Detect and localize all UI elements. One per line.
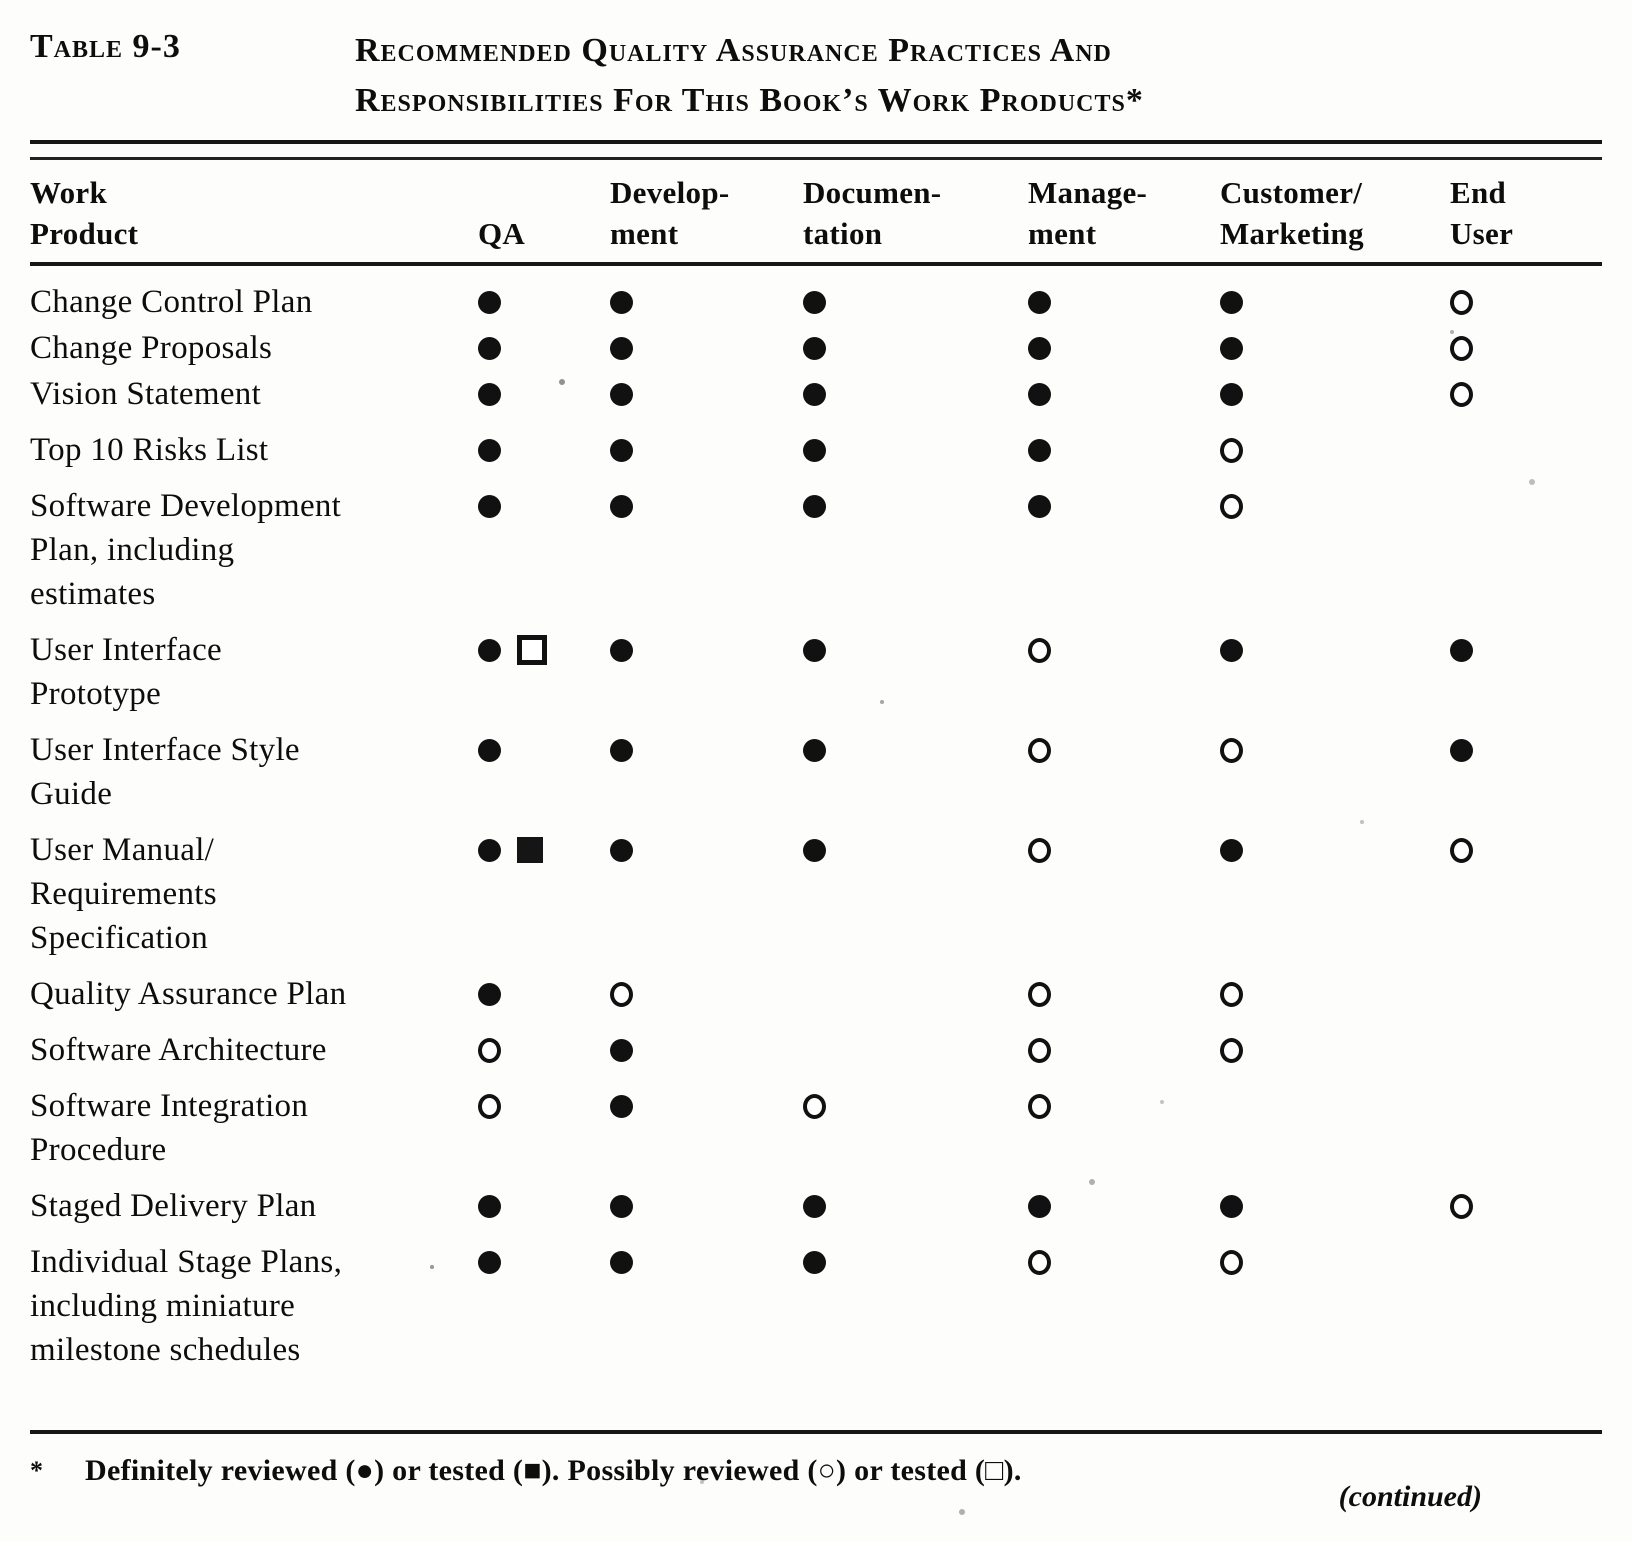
column-header-development — [610, 172, 803, 254]
column-header-line: Customer/ — [1220, 175, 1363, 210]
open-circle-icon — [803, 1094, 826, 1119]
open-circle-icon — [1028, 738, 1051, 763]
filled-circle-icon — [478, 839, 501, 862]
open-square-icon — [517, 635, 547, 665]
filled-circle-icon — [610, 839, 633, 862]
filled-circle-icon — [803, 291, 826, 314]
work-product-line: Change Control Plan — [30, 284, 313, 320]
filled-circle-icon — [478, 739, 501, 762]
filled-circle-icon — [610, 383, 633, 406]
marker-cell-development — [610, 1184, 803, 1228]
work-product-name — [30, 1240, 478, 1372]
open-circle-icon — [1028, 982, 1051, 1007]
table-title-line-1: Recommended Quality Assurance Practices And — [355, 32, 1112, 69]
work-product-line: Requirements — [30, 876, 217, 912]
marker-cell-management — [1028, 828, 1220, 872]
filled-circle-icon — [1028, 495, 1051, 518]
marker-cell-end-user — [1450, 628, 1602, 672]
open-circle-icon — [478, 1094, 501, 1119]
filled-circle-icon — [610, 739, 633, 762]
filled-circle-icon — [478, 439, 501, 462]
column-header-end-user — [1450, 172, 1602, 254]
column-header-line: User — [1450, 216, 1514, 251]
marker-cell-qa — [478, 372, 610, 416]
footnote-text: Definitely reviewed (●) or tested (■). Possibly reviewed (○) or tested (□). — [85, 1454, 1022, 1487]
work-product-name — [30, 1028, 478, 1072]
filled-circle-icon — [610, 291, 633, 314]
work-product-line: Quality Assurance Plan — [30, 976, 347, 1012]
marker-cell-qa — [478, 326, 610, 370]
marker-cell-customer-marketing — [1220, 372, 1450, 416]
column-header-line: Work — [30, 175, 107, 210]
marker-cell-end-user — [1450, 372, 1602, 416]
marker-cell-end-user — [1450, 972, 1602, 1016]
continued-note: (continued) — [1338, 1480, 1482, 1513]
work-product-name — [30, 728, 478, 816]
marker-cell-management — [1028, 972, 1220, 1016]
filled-circle-icon — [1028, 383, 1051, 406]
marker-cell-customer-marketing — [1220, 280, 1450, 324]
marker-cell-development — [610, 628, 803, 672]
open-circle-icon — [1220, 438, 1243, 463]
filled-circle-icon — [478, 983, 501, 1006]
table-row — [30, 972, 1602, 1016]
work-product-name — [30, 1184, 478, 1228]
marker-cell-documentation — [803, 972, 1028, 1016]
work-product-name — [30, 972, 478, 1016]
marker-cell-end-user — [1450, 828, 1602, 872]
filled-circle-icon — [803, 495, 826, 518]
marker-cell-end-user — [1450, 326, 1602, 370]
marker-cell-qa — [478, 972, 610, 1016]
filled-circle-icon — [478, 1251, 501, 1274]
table-caption — [30, 26, 1602, 126]
column-header-line: Product — [30, 216, 139, 251]
column-header-work-product — [30, 172, 478, 254]
marker-cell-development — [610, 280, 803, 324]
table-row — [30, 1184, 1602, 1228]
filled-circle-icon — [1450, 639, 1473, 662]
marker-cell-management — [1028, 628, 1220, 672]
open-circle-icon — [1220, 982, 1243, 1007]
filled-circle-icon — [803, 639, 826, 662]
marker-cell-documentation — [803, 326, 1028, 370]
filled-circle-icon — [1220, 839, 1243, 862]
work-product-name — [30, 484, 478, 616]
open-circle-icon — [1450, 382, 1473, 407]
work-product-line: Top 10 Risks List — [30, 432, 269, 468]
marker-cell-end-user — [1450, 484, 1602, 528]
work-product-name — [30, 1084, 478, 1172]
open-circle-icon — [1220, 1250, 1243, 1275]
filled-circle-icon — [610, 495, 633, 518]
open-circle-icon — [1028, 1038, 1051, 1063]
marker-cell-customer-marketing — [1220, 428, 1450, 472]
marker-cell-qa — [478, 728, 610, 772]
marker-cell-customer-marketing — [1220, 828, 1450, 872]
work-product-line: Prototype — [30, 676, 162, 712]
marker-cell-documentation — [803, 1084, 1028, 1128]
work-product-name — [30, 326, 478, 370]
marker-cell-customer-marketing — [1220, 972, 1450, 1016]
filled-circle-icon — [1028, 337, 1051, 360]
column-header-management — [1028, 172, 1220, 254]
column-header-line: ment — [1028, 216, 1097, 251]
marker-cell-qa — [478, 280, 610, 324]
marker-cell-documentation — [803, 728, 1028, 772]
marker-cell-documentation — [803, 828, 1028, 872]
work-product-name — [30, 372, 478, 416]
work-product-line: Specification — [30, 920, 209, 956]
marker-cell-development — [610, 1240, 803, 1284]
work-product-line: Vision Statement — [30, 376, 262, 412]
filled-circle-icon — [803, 383, 826, 406]
bottom-rule — [30, 1430, 1602, 1434]
marker-cell-customer-marketing — [1220, 1240, 1450, 1284]
filled-circle-icon — [610, 1251, 633, 1274]
top-double-rule — [30, 140, 1602, 160]
marker-cell-end-user — [1450, 428, 1602, 472]
marker-cell-management — [1028, 1028, 1220, 1072]
filled-circle-icon — [1450, 739, 1473, 762]
column-header-line: Marketing — [1220, 216, 1364, 251]
work-product-line: milestone schedules — [30, 1332, 301, 1368]
open-circle-icon — [1028, 1094, 1051, 1119]
table-header-row — [30, 160, 1602, 262]
open-circle-icon — [610, 982, 633, 1007]
marker-cell-documentation — [803, 1028, 1028, 1072]
filled-circle-icon — [1220, 291, 1243, 314]
work-product-line: Procedure — [30, 1132, 167, 1168]
work-product-line: Staged Delivery Plan — [30, 1188, 317, 1224]
footnote-asterisk: * — [30, 1456, 44, 1485]
work-product-line: including miniature — [30, 1288, 296, 1324]
filled-circle-icon — [610, 639, 633, 662]
marker-cell-end-user — [1450, 1084, 1602, 1128]
marker-cell-documentation — [803, 484, 1028, 528]
table-row — [30, 326, 1602, 370]
table-row — [30, 728, 1602, 816]
marker-cell-documentation — [803, 428, 1028, 472]
marker-cell-management — [1028, 728, 1220, 772]
column-header-line: Develop- — [610, 175, 730, 210]
work-product-line: Guide — [30, 776, 113, 812]
marker-cell-end-user — [1450, 728, 1602, 772]
marker-cell-development — [610, 326, 803, 370]
marker-cell-customer-marketing — [1220, 484, 1450, 528]
marker-cell-development — [610, 728, 803, 772]
open-circle-icon — [1450, 336, 1473, 361]
filled-circle-icon — [610, 337, 633, 360]
filled-circle-icon — [478, 291, 501, 314]
open-circle-icon — [1220, 1038, 1243, 1063]
column-header-line: ment — [610, 216, 679, 251]
filled-circle-icon — [610, 1195, 633, 1218]
marker-cell-customer-marketing — [1220, 1184, 1450, 1228]
marker-cell-development — [610, 1084, 803, 1128]
table-row — [30, 1084, 1602, 1172]
filled-circle-icon — [1028, 1195, 1051, 1218]
filled-circle-icon — [610, 1095, 633, 1118]
filled-circle-icon — [1220, 1195, 1243, 1218]
work-product-line: Software Integration — [30, 1088, 309, 1124]
marker-cell-qa — [478, 484, 610, 528]
table-row — [30, 828, 1602, 960]
work-product-line: Software Development — [30, 488, 342, 524]
column-header-customer-marketing — [1220, 172, 1450, 254]
work-product-line: User Interface — [30, 632, 222, 668]
marker-cell-qa — [478, 1084, 610, 1128]
filled-circle-icon — [803, 439, 826, 462]
open-circle-icon — [1028, 1250, 1051, 1275]
marker-cell-customer-marketing — [1220, 628, 1450, 672]
open-circle-icon — [1220, 494, 1243, 519]
marker-cell-development — [610, 1028, 803, 1072]
work-product-line: Individual Stage Plans, — [30, 1244, 343, 1280]
work-product-line: Plan, including — [30, 532, 235, 568]
table-title-line-2: Responsibilities For This Book’s Work Products* — [355, 82, 1144, 119]
marker-cell-qa — [478, 1028, 610, 1072]
column-header-line: QA — [478, 216, 526, 251]
filled-circle-icon — [803, 739, 826, 762]
filled-circle-icon — [1028, 439, 1051, 462]
filled-circle-icon — [610, 439, 633, 462]
table-row — [30, 1240, 1602, 1372]
table-row — [30, 372, 1602, 416]
marker-cell-end-user — [1450, 1184, 1602, 1228]
work-product-line: User Interface Style — [30, 732, 300, 768]
filled-circle-icon — [803, 839, 826, 862]
open-circle-icon — [1028, 638, 1051, 663]
open-circle-icon — [1028, 838, 1051, 863]
filled-square-icon — [517, 837, 543, 863]
filled-circle-icon — [610, 1039, 633, 1062]
table-body — [30, 266, 1602, 1372]
filled-circle-icon — [1220, 639, 1243, 662]
filled-circle-icon — [478, 639, 501, 662]
open-circle-icon — [1220, 738, 1243, 763]
marker-cell-development — [610, 972, 803, 1016]
column-header-qa — [478, 172, 610, 254]
column-header-line: Manage- — [1028, 175, 1148, 210]
column-header-line: End — [1450, 175, 1507, 210]
marker-cell-documentation — [803, 280, 1028, 324]
filled-circle-icon — [478, 1195, 501, 1218]
work-product-line: User Manual/ — [30, 832, 215, 868]
filled-circle-icon — [803, 1195, 826, 1218]
work-product-name — [30, 428, 478, 472]
work-product-name — [30, 628, 478, 716]
marker-cell-end-user — [1450, 1028, 1602, 1072]
work-product-line: Change Proposals — [30, 330, 273, 366]
open-circle-icon — [1450, 838, 1473, 863]
marker-cell-qa — [478, 628, 610, 672]
marker-cell-development — [610, 372, 803, 416]
marker-cell-management — [1028, 484, 1220, 528]
filled-circle-icon — [1220, 337, 1243, 360]
column-header-line: Documen- — [803, 175, 942, 210]
marker-cell-customer-marketing — [1220, 728, 1450, 772]
filled-circle-icon — [478, 383, 501, 406]
table-row — [30, 484, 1602, 616]
table-row — [30, 628, 1602, 716]
column-header-line: tation — [803, 216, 883, 251]
marker-cell-qa — [478, 1184, 610, 1228]
table-row — [30, 280, 1602, 324]
marker-cell-qa — [478, 828, 610, 872]
scan-noise-layer — [0, 0, 4, 4]
table-row — [30, 428, 1602, 472]
marker-cell-qa — [478, 428, 610, 472]
table-row — [30, 1028, 1602, 1072]
work-product-line: estimates — [30, 576, 156, 612]
work-product-line: Software Architecture — [30, 1032, 327, 1068]
marker-cell-documentation — [803, 1184, 1028, 1228]
marker-cell-development — [610, 428, 803, 472]
table-number-label: Table 9-3 — [30, 28, 181, 65]
filled-circle-icon — [478, 337, 501, 360]
marker-cell-end-user — [1450, 280, 1602, 324]
marker-cell-documentation — [803, 1240, 1028, 1284]
filled-circle-icon — [1028, 291, 1051, 314]
table-title — [355, 26, 1144, 126]
marker-cell-management — [1028, 1084, 1220, 1128]
filled-circle-icon — [1220, 383, 1243, 406]
marker-cell-management — [1028, 326, 1220, 370]
open-circle-icon — [478, 1038, 501, 1063]
marker-cell-customer-marketing — [1220, 1028, 1450, 1072]
filled-circle-icon — [478, 495, 501, 518]
marker-cell-customer-marketing — [1220, 326, 1450, 370]
open-circle-icon — [1450, 290, 1473, 315]
column-header-documentation — [803, 172, 1028, 254]
open-circle-icon — [1450, 1194, 1473, 1219]
marker-cell-management — [1028, 372, 1220, 416]
marker-cell-customer-marketing — [1220, 1084, 1450, 1128]
marker-cell-management — [1028, 1184, 1220, 1228]
marker-cell-management — [1028, 280, 1220, 324]
marker-cell-qa — [478, 1240, 610, 1284]
work-product-name — [30, 280, 478, 324]
marker-cell-management — [1028, 1240, 1220, 1284]
filled-circle-icon — [803, 337, 826, 360]
marker-cell-development — [610, 828, 803, 872]
filled-circle-icon — [803, 1251, 826, 1274]
marker-cell-documentation — [803, 628, 1028, 672]
marker-cell-end-user — [1450, 1240, 1602, 1284]
work-product-name — [30, 828, 478, 960]
marker-cell-management — [1028, 428, 1220, 472]
marker-cell-development — [610, 484, 803, 528]
marker-cell-documentation — [803, 372, 1028, 416]
